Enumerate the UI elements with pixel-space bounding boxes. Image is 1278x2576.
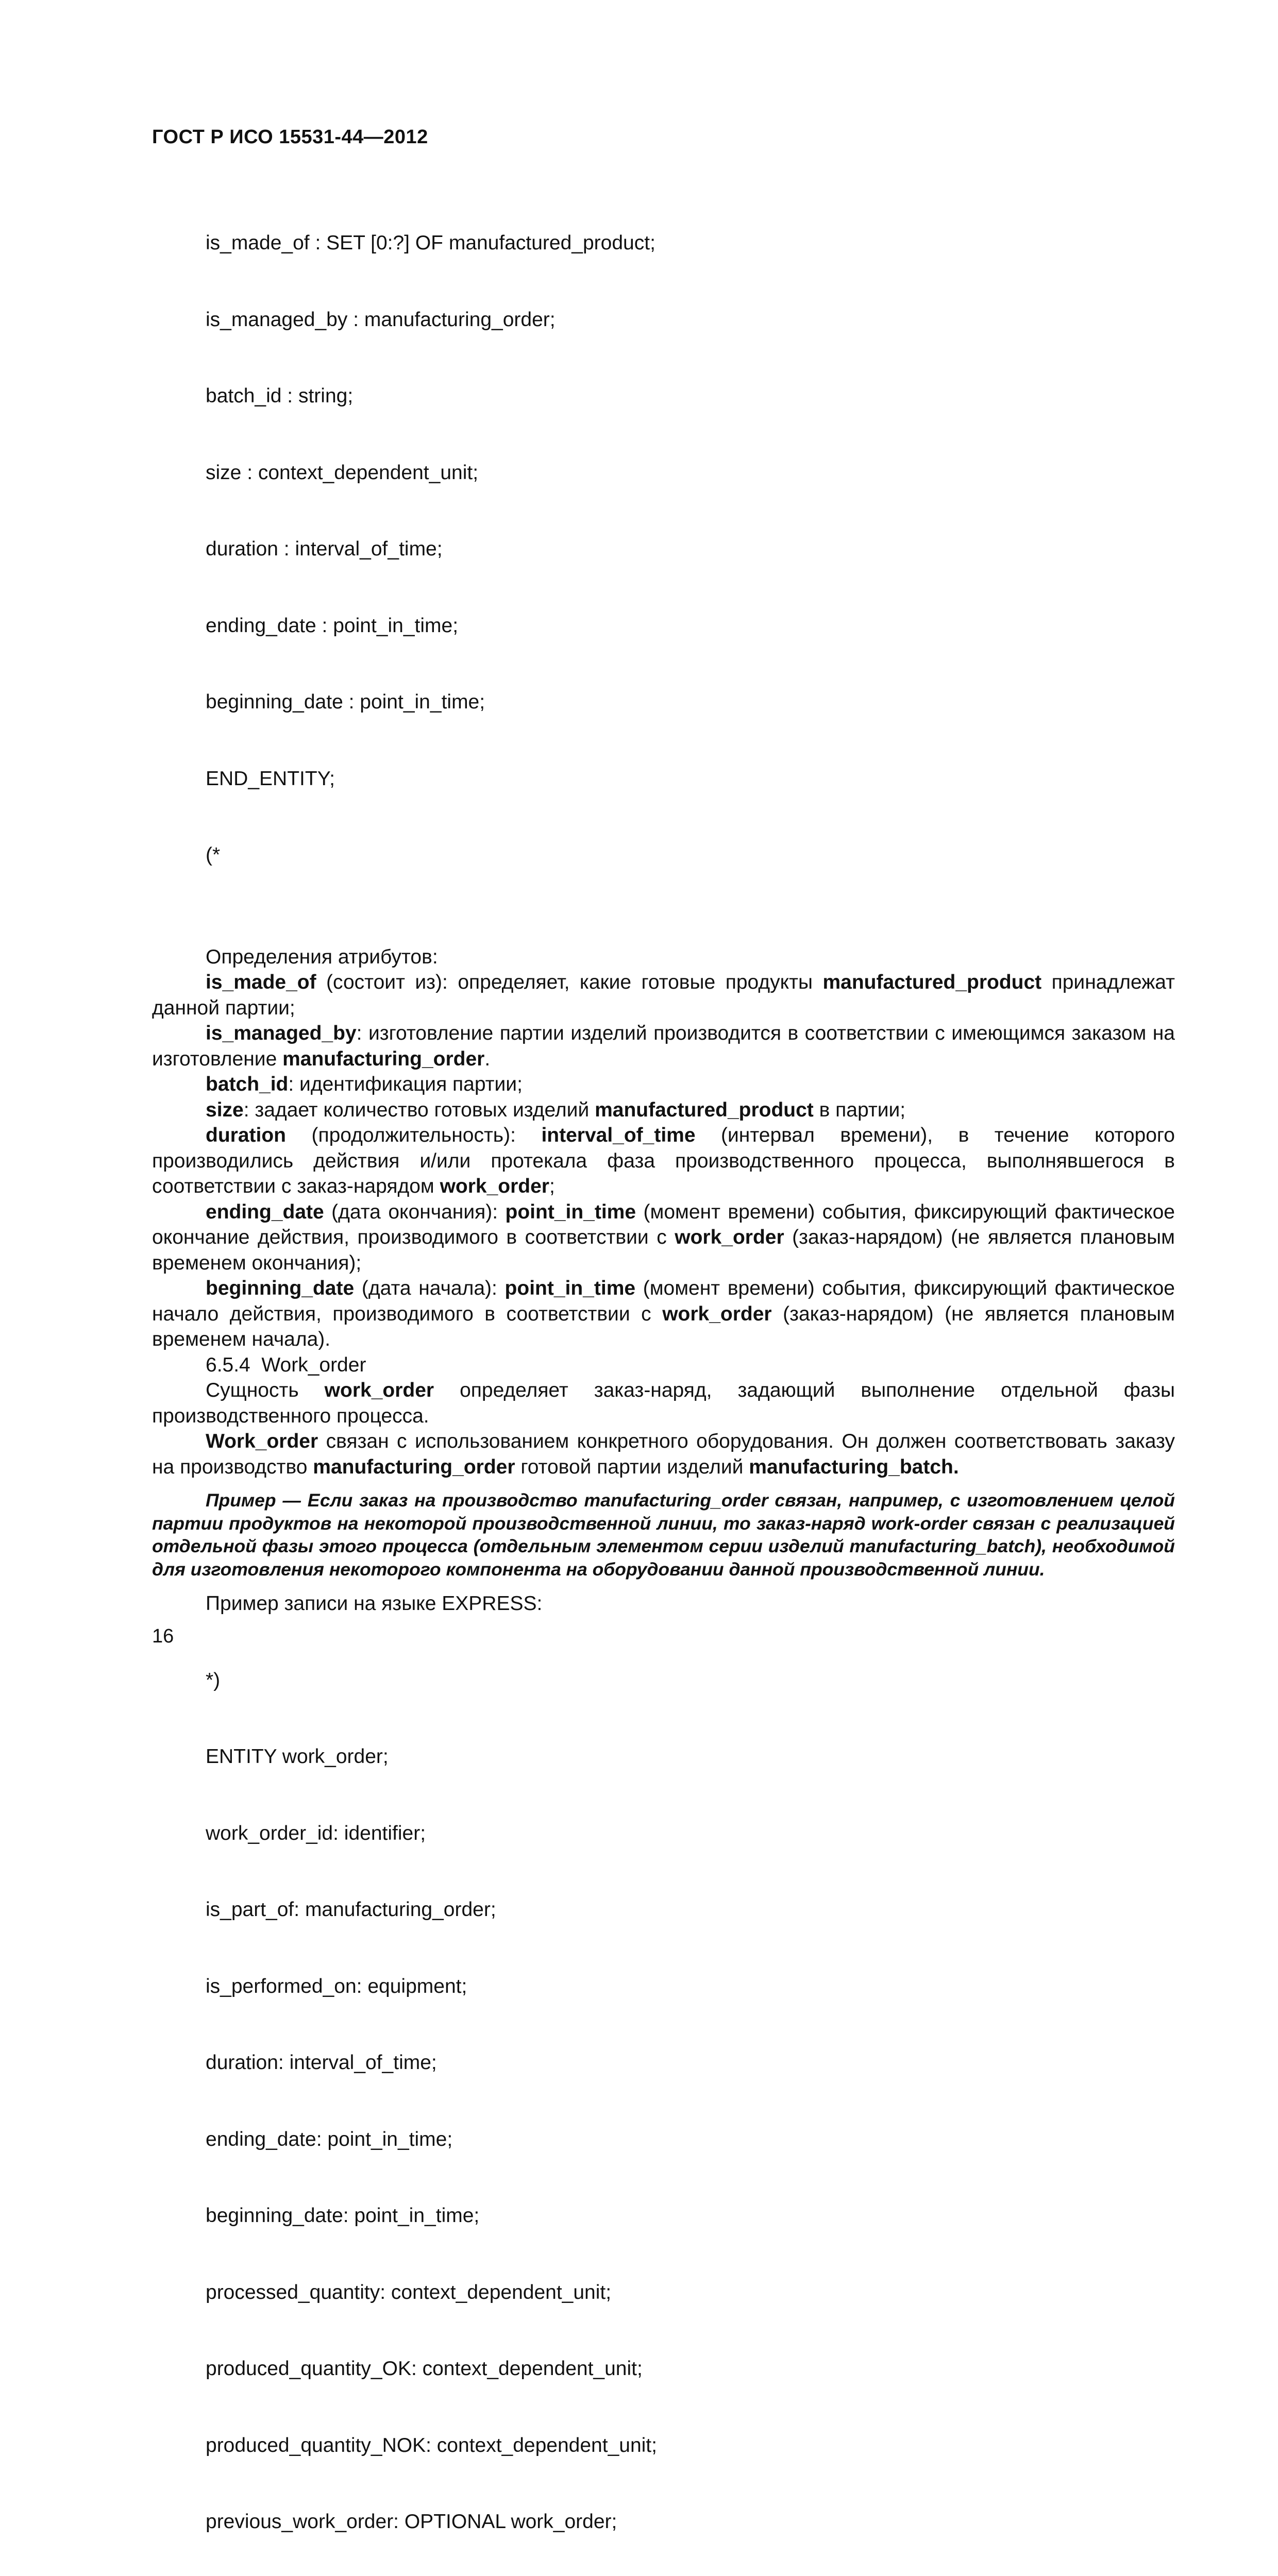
attribute-definition-ending-date: ending_date (дата окончания): point_in_time (момент времени) события, фиксирующий фактическое окончание действия, производимого в соответствии с work_order (заказ-нарядом) (не является плановым временем окончания);	[152, 1199, 1175, 1276]
definitions-heading: Определения атрибутов:	[152, 944, 1175, 970]
attribute-definition-is-made-of: is_made_of (состоит из): определяет, какие готовые продукты manufactured_product принадлежат данной партии;	[152, 970, 1175, 1021]
section-title: 6.5.4 Work_order	[152, 1352, 1175, 1378]
attribute-term: beginning_date	[206, 1277, 354, 1299]
code-line: is_made_of : SET [0:?] OF manufactured_product;	[206, 230, 1175, 256]
example-note: Пример — Если заказ на производство manufacturing_order связан, например, с изготовлением целой партии продуктов на некоторой производственной линии, то заказ-наряд work-order связан с реализацией отдельной фазы этого процесса (отдельным элементом серии изделий manufacturing_batch), необходимой для изготовления некоторого компонента на оборудовании данной производственной линии.	[152, 1489, 1175, 1581]
code-line: processed_quantity: context_dependent_unit;	[206, 2280, 1175, 2306]
attribute-definition-size: size: задает количество готовых изделий manufactured_product в партии;	[152, 1097, 1175, 1123]
code-line: produced_quantity_OK: context_dependent_unit;	[206, 2356, 1175, 2382]
attribute-term: batch_id	[206, 1073, 288, 1095]
code-line: is_managed_by : manufacturing_order;	[206, 307, 1175, 333]
document-body	[152, 179, 1175, 2576]
attribute-term: size	[206, 1099, 244, 1121]
section-paragraph-1: Сущность work_order определяет заказ-наряд, задающий выполнение отдельной фазы производственного процесса.	[152, 1378, 1175, 1429]
attribute-term: is_made_of	[206, 971, 316, 993]
express-code-block-2	[152, 1617, 1175, 2576]
section-paragraph-2: Work_order связан с использованием конкретного оборудования. Он должен соответствовать заказу на производство manufacturing_order готовой партии изделий manufacturing_batch.	[152, 1429, 1175, 1480]
code-line: ending_date : point_in_time;	[206, 613, 1175, 639]
attribute-definition-duration: duration (продолжительность): interval_of_time (интервал времени), в течение которого производились действия и/или протекала фаза производственного процесса, выполнявшегося в соответствии с заказ-нарядом work_order;	[152, 1123, 1175, 1199]
code-line: size : context_dependent_unit;	[206, 460, 1175, 486]
attribute-term: ending_date	[206, 1201, 324, 1223]
code-line: produced_quantity_NOK: context_dependent_unit;	[206, 2433, 1175, 2459]
spacer	[152, 919, 1175, 944]
code-line: ENTITY work_order;	[206, 1744, 1175, 1770]
attribute-term: duration	[206, 1124, 286, 1146]
express-example-label: Пример записи на языке EXPRESS:	[152, 1591, 1175, 1617]
code-line: ending_date: point_in_time;	[206, 2127, 1175, 2153]
express-code-block-1	[152, 179, 1175, 919]
code-line: beginning_date: point_in_time;	[206, 2203, 1175, 2229]
code-line: is_performed_on: equipment;	[206, 1974, 1175, 1999]
code-line: duration : interval_of_time;	[206, 536, 1175, 562]
code-line: is_part_of: manufacturing_order;	[206, 1897, 1175, 1923]
code-line: *)	[206, 1668, 1175, 1693]
code-line: END_ENTITY;	[206, 766, 1175, 792]
code-line: previous_work_order: OPTIONAL work_order;	[206, 2509, 1175, 2535]
code-line: beginning_date : point_in_time;	[206, 689, 1175, 715]
code-line: duration: interval_of_time;	[206, 2050, 1175, 2076]
code-line: work_order_id: identifier;	[206, 1821, 1175, 1846]
code-line: (*	[206, 842, 1175, 868]
code-line: batch_id : string;	[206, 383, 1175, 409]
attribute-term: is_managed_by	[206, 1022, 357, 1044]
page-number: 16	[152, 1625, 174, 1648]
document-header: ГОСТ Р ИСО 15531-44—2012	[152, 126, 428, 148]
attribute-definition-is-managed-by: is_managed_by: изготовление партии изделий производится в соответствии с имеющимся заказом на изготовление manufacturing_order.	[152, 1021, 1175, 1072]
attribute-definition-batch-id: batch_id: идентификация партии;	[152, 1072, 1175, 1097]
attribute-definition-beginning-date: beginning_date (дата начала): point_in_time (момент времени) события, фиксирующий фактическое начало действия, производимого в соответствии с work_order (заказ-нарядом) (не является плановым временем начала).	[152, 1276, 1175, 1352]
